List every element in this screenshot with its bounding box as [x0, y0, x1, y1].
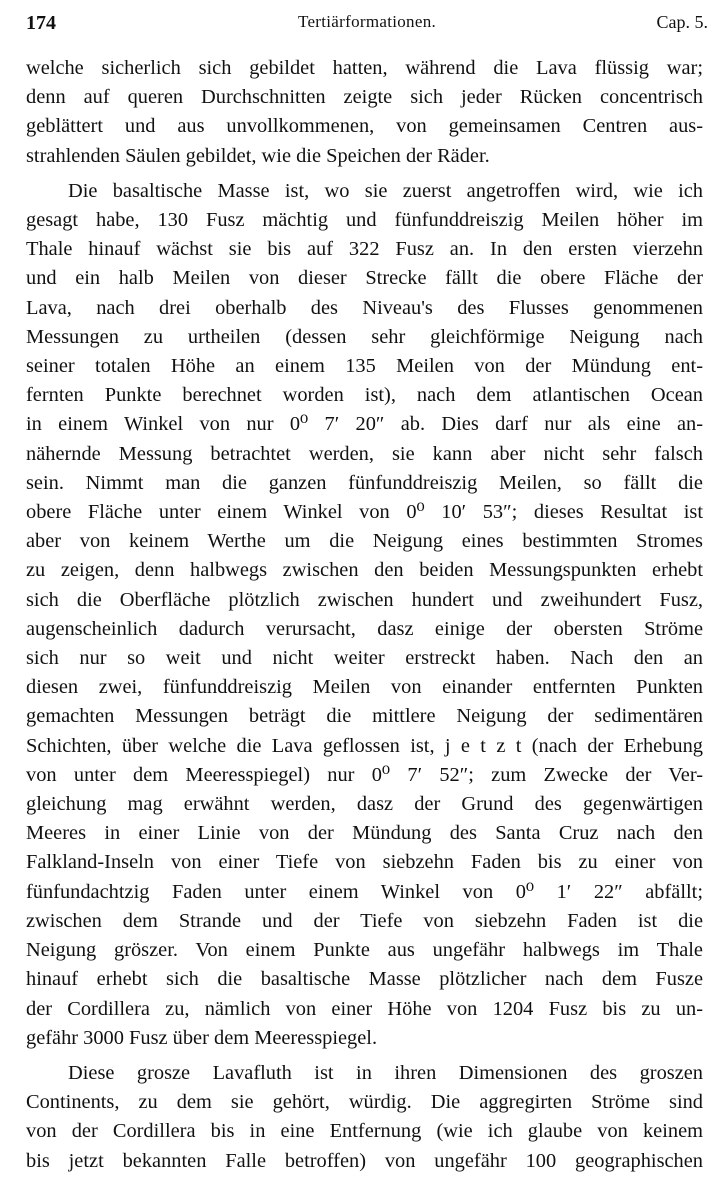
text-line: Messungen zu urtheilen (dessen sehr gleichförmige Neigung nach [26, 325, 703, 348]
text-line: sich die Oberfläche plötzlich zwischen hundert und zweihundert Fusz, [26, 588, 703, 611]
text-line: der Cordillera zu, nämlich von einer Höhe von 1204 Fusz bis zu un- [26, 997, 703, 1020]
text-line: Meeres in einer Linie von der Mündung des Santa Cruz nach den [26, 822, 703, 845]
text-line: von der Cordillera bis in eine Entfernung (wie ich glaube von keinem [26, 1120, 703, 1143]
text-line: bis jetzt bekannten Falle betroffen) von ungefähr 100 geographischen [26, 1149, 703, 1172]
paragraph [26, 1059, 703, 1176]
paragraph [26, 54, 703, 171]
text-line: Diese grosze Lavafluth ist in ihren Dimensionen des groszen [68, 1061, 703, 1084]
text-line: Thale hinauf wächst sie bis auf 322 Fusz an. In den ersten vierzehn [26, 238, 703, 261]
text-line: zwischen dem Strande und der Tiefe von siebzehn Faden ist die [26, 909, 703, 932]
text-line: denn auf queren Durchschnitten zeigte sich jeder Rücken concentrisch [26, 86, 703, 109]
text-line: welche sicherlich sich gebildet hatten, während die Lava flüssig war; [26, 57, 703, 79]
text-line: fernten Punkte berechnet worden ist), nach dem atlantischen Ocean [26, 384, 703, 407]
text-line: augenscheinlich dadurch verursacht, dasz einige der obersten Ströme [26, 617, 703, 640]
text-line: Die basaltische Masse ist, wo sie zuerst angetroffen wird, wie ich [68, 179, 703, 202]
text-line: hinauf erhebt sich die basaltische Masse plötzlicher nach dem Fusze [26, 968, 703, 991]
text-line: zu zeigen, denn halbwegs zwischen den beiden Messungspunkten erhebt [26, 559, 703, 582]
text-line: seiner totalen Höhe an einem 135 Meilen von der Mündung ent- [26, 355, 703, 378]
text-line: und ein halb Meilen von dieser Strecke fällt die obere Fläche der [26, 267, 703, 290]
text-line: gefähr 3000 Fusz über dem Meeresspiegel. [26, 1026, 378, 1049]
text-line: gesagt habe, 130 Fusz mächtig und fünfunddreiszig Meilen höher im [26, 209, 703, 232]
text-line: von unter dem Meeresspiegel) nur 0⁰ 7′ 52″; zum Zwecke der Ver- [26, 763, 703, 786]
text-line: sein. Nimmt man die ganzen fünfunddreiszig Meilen, so fällt die [26, 471, 703, 494]
text-line: Lava, nach drei oberhalb des Niveau's des Flusses genommenen [26, 296, 703, 319]
text-line: Neigung gröszer. Von einem Punkte aus ungefähr halbwegs im Thale [26, 939, 703, 962]
text-line: nähernde Messung betrachtet werden, sie kann aber nicht sehr falsch [26, 442, 703, 465]
text-line: in einem Winkel von nur 0⁰ 7′ 20″ ab. Dies darf nur als eine an- [26, 413, 703, 436]
page-number: 174 [26, 12, 56, 34]
text-line: sich nur so weit und nicht weiter erstreckt haben. Nach den an [26, 647, 703, 670]
text-line: obere Fläche unter einem Winkel von 0⁰ 10′ 53″; dieses Resultat ist [26, 501, 703, 524]
text-line: Continents, zu dem sie gehört, würdig. Die aggregirten Ströme sind [26, 1091, 703, 1114]
text-line: Schichten, über welche die Lava geflossen ist, j e t z t (nach der Erhebung [26, 734, 703, 757]
text-line: Falkland-Inseln von einer Tiefe von siebzehn Faden bis zu einer von [26, 851, 703, 874]
text-line: strahlenden Säulen gebildet, wie die Speichen der Räder. [26, 144, 490, 167]
paragraph [26, 177, 703, 1053]
text-line: gleichung mag erwähnt werden, dasz der Grund des gegenwärtigen [26, 793, 703, 816]
running-title: Tertiärformationen. [297, 12, 437, 31]
text-line: fünfundachtzig Faden unter einem Winkel von 0⁰ 1′ 22″ abfällt; [26, 880, 703, 903]
chapter-label: Cap. 5. [656, 12, 708, 32]
text-line: geblättert und aus unvollkommenen, von gemeinsamen Centren aus- [26, 115, 703, 138]
text-line: aber von keinem Werthe um die Neigung eines bestimmten Stromes [26, 530, 703, 553]
text-line: diesen zwei, fünfunddreiszig Meilen von einander entfernten Punkten [26, 676, 703, 699]
text-line: gemachten Messungen beträgt die mittlere Neigung der sedimentären [26, 705, 703, 728]
page-header [26, 8, 708, 44]
body-text [26, 54, 703, 1176]
